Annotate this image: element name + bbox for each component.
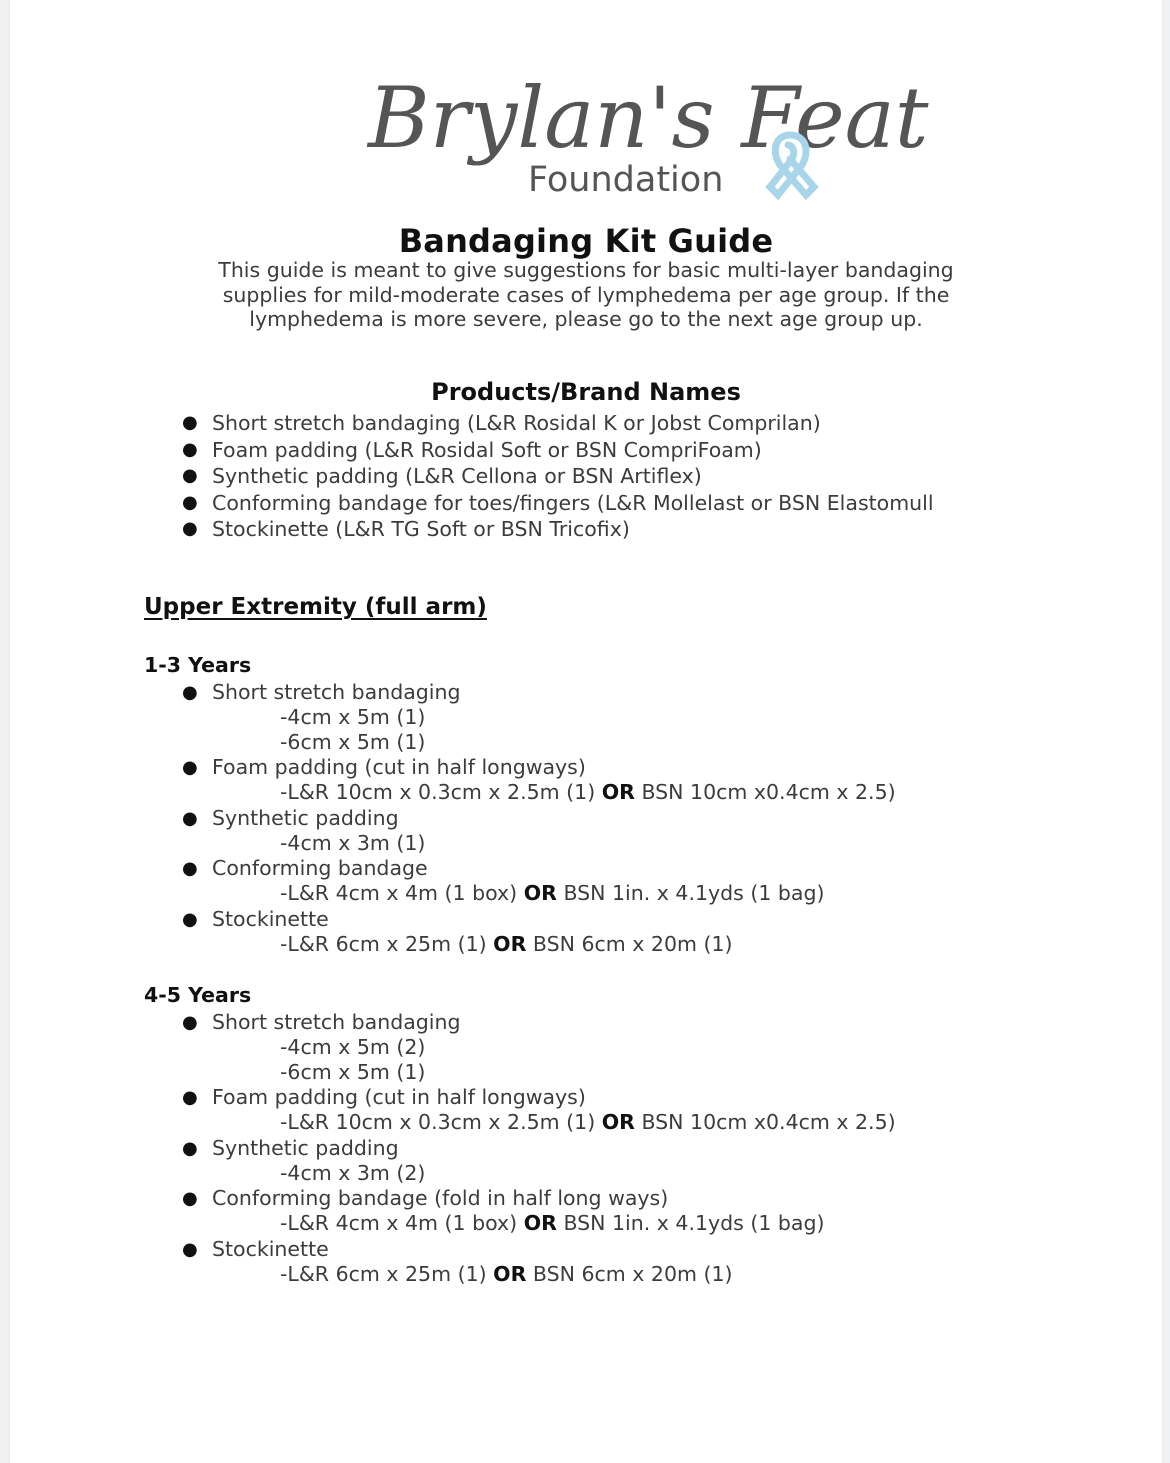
logo-name-text: Brylan's Feat xyxy=(368,69,929,167)
intro-line: lymphedema is more severe, please go to the next age group up. xyxy=(249,307,923,331)
item-detail: -4cm x 3m (1) xyxy=(280,830,426,855)
bullet-icon: ● xyxy=(182,1238,198,1260)
product-text: Foam padding (L&R Rosidal Soft or BSN CompriFoam) xyxy=(212,437,762,462)
intro-line: supplies for mild-moderate cases of lymphedema per age group. If the xyxy=(222,282,950,307)
item-label: Short stretch bandaging xyxy=(212,1010,461,1034)
item-label: Synthetic padding xyxy=(212,805,399,830)
item-detail: -6cm x 5m (1) xyxy=(280,1059,426,1084)
or-word: OR xyxy=(493,1261,527,1286)
bullet-icon: ● xyxy=(182,858,198,879)
bullet-icon: ● xyxy=(182,1012,198,1033)
item-label: Conforming bandage xyxy=(212,856,428,880)
product-text: Short stretch bandaging (L&R Rosidal K or Jobst Comprilan) xyxy=(212,411,821,435)
upper-extremity-heading: Upper Extremity (full arm) xyxy=(144,594,487,620)
bullet-icon: ● xyxy=(182,465,198,486)
foundation-logo xyxy=(360,55,929,200)
or-word: OR xyxy=(523,1211,557,1235)
or-word: OR xyxy=(523,881,557,905)
item-detail: -4cm x 5m (1) xyxy=(280,705,426,729)
list-item xyxy=(182,490,1152,517)
item-detail: -L&R 4cm x 4m (1 box) OR BSN 1in. x 4.1yds (1 bag) xyxy=(280,881,825,905)
item-detail: -L&R 4cm x 4m (1 box) OR BSN 1in. x 4.1yds (1 bag) xyxy=(280,1211,825,1235)
list-item xyxy=(182,805,1152,856)
bullet-icon: ● xyxy=(182,412,198,433)
bullet-icon: ● xyxy=(182,491,198,513)
list-item xyxy=(182,410,1152,437)
item-detail: -L&R 6cm x 25m (1) OR BSN 6cm x 20m (1) xyxy=(280,1261,733,1286)
item-label: Stockinette xyxy=(212,906,329,931)
item-label: Conforming bandage (fold in half long ways) xyxy=(212,1186,669,1210)
logo-sub-text: Foundation xyxy=(528,160,724,200)
products-heading: Products/Brand Names xyxy=(431,378,741,406)
list-item xyxy=(182,1010,1152,1084)
product-text: Synthetic padding (L&R Cellona or BSN Artiflex) xyxy=(212,464,702,488)
bullet-icon: ● xyxy=(182,757,198,778)
or-word: OR xyxy=(601,1110,635,1134)
item-detail: -4cm x 3m (2) xyxy=(280,1160,426,1185)
product-text: Conforming bandage for toes/fingers (L&R Mollelast or BSN Elastomull xyxy=(212,490,934,515)
list-item xyxy=(182,856,1152,906)
age-group-title: 4-5 Years xyxy=(144,983,252,1007)
item-label: Synthetic padding xyxy=(212,1135,399,1160)
bullet-icon: ● xyxy=(182,908,198,930)
item-detail: -4cm x 5m (2) xyxy=(280,1035,426,1059)
intro-paragraph xyxy=(170,258,1002,332)
bullet-icon: ● xyxy=(182,1188,198,1209)
bullet-icon: ● xyxy=(182,807,198,829)
age-group-list xyxy=(182,680,1152,957)
item-label: Stockinette xyxy=(212,1236,329,1261)
list-item xyxy=(182,516,1152,543)
product-text: Stockinette (L&R TG Soft or BSN Tricofix) xyxy=(212,517,630,541)
list-item xyxy=(182,680,1152,754)
item-label: Short stretch bandaging xyxy=(212,680,461,704)
age-group-title: 1-3 Years xyxy=(144,653,252,677)
logo-graphic xyxy=(360,55,929,200)
or-word: OR xyxy=(493,931,527,956)
products-list xyxy=(182,410,1152,543)
list-item xyxy=(182,1186,1152,1236)
item-detail: -6cm x 5m (1) xyxy=(280,729,426,754)
bullet-icon: ● xyxy=(182,1087,198,1108)
list-item xyxy=(182,437,1152,464)
bullet-icon: ● xyxy=(182,1137,198,1159)
document-page xyxy=(10,0,1162,1463)
intro-line: This guide is meant to give suggestions for basic multi-layer bandaging xyxy=(218,258,954,282)
item-detail: -L&R 6cm x 25m (1) OR BSN 6cm x 20m (1) xyxy=(280,931,733,956)
list-item xyxy=(182,755,1152,805)
item-label: Foam padding (cut in half longways) xyxy=(212,755,586,779)
bullet-icon: ● xyxy=(182,438,198,460)
document-title: Bandaging Kit Guide xyxy=(398,222,774,260)
list-item xyxy=(182,906,1152,957)
bullet-icon: ● xyxy=(182,518,198,539)
list-item xyxy=(182,463,1152,490)
list-item xyxy=(182,1085,1152,1135)
bullet-icon: ● xyxy=(182,682,198,703)
or-word: OR xyxy=(601,780,635,804)
item-detail: -L&R 10cm x 0.3cm x 2.5m (1) OR BSN 10cm x0.4cm x 2.5) xyxy=(280,1110,896,1134)
age-group-list xyxy=(182,1010,1152,1287)
item-detail: -L&R 10cm x 0.3cm x 2.5m (1) OR BSN 10cm x0.4cm x 2.5) xyxy=(280,780,896,804)
list-item xyxy=(182,1135,1152,1186)
list-item xyxy=(182,1236,1152,1287)
item-label: Foam padding (cut in half longways) xyxy=(212,1085,586,1109)
